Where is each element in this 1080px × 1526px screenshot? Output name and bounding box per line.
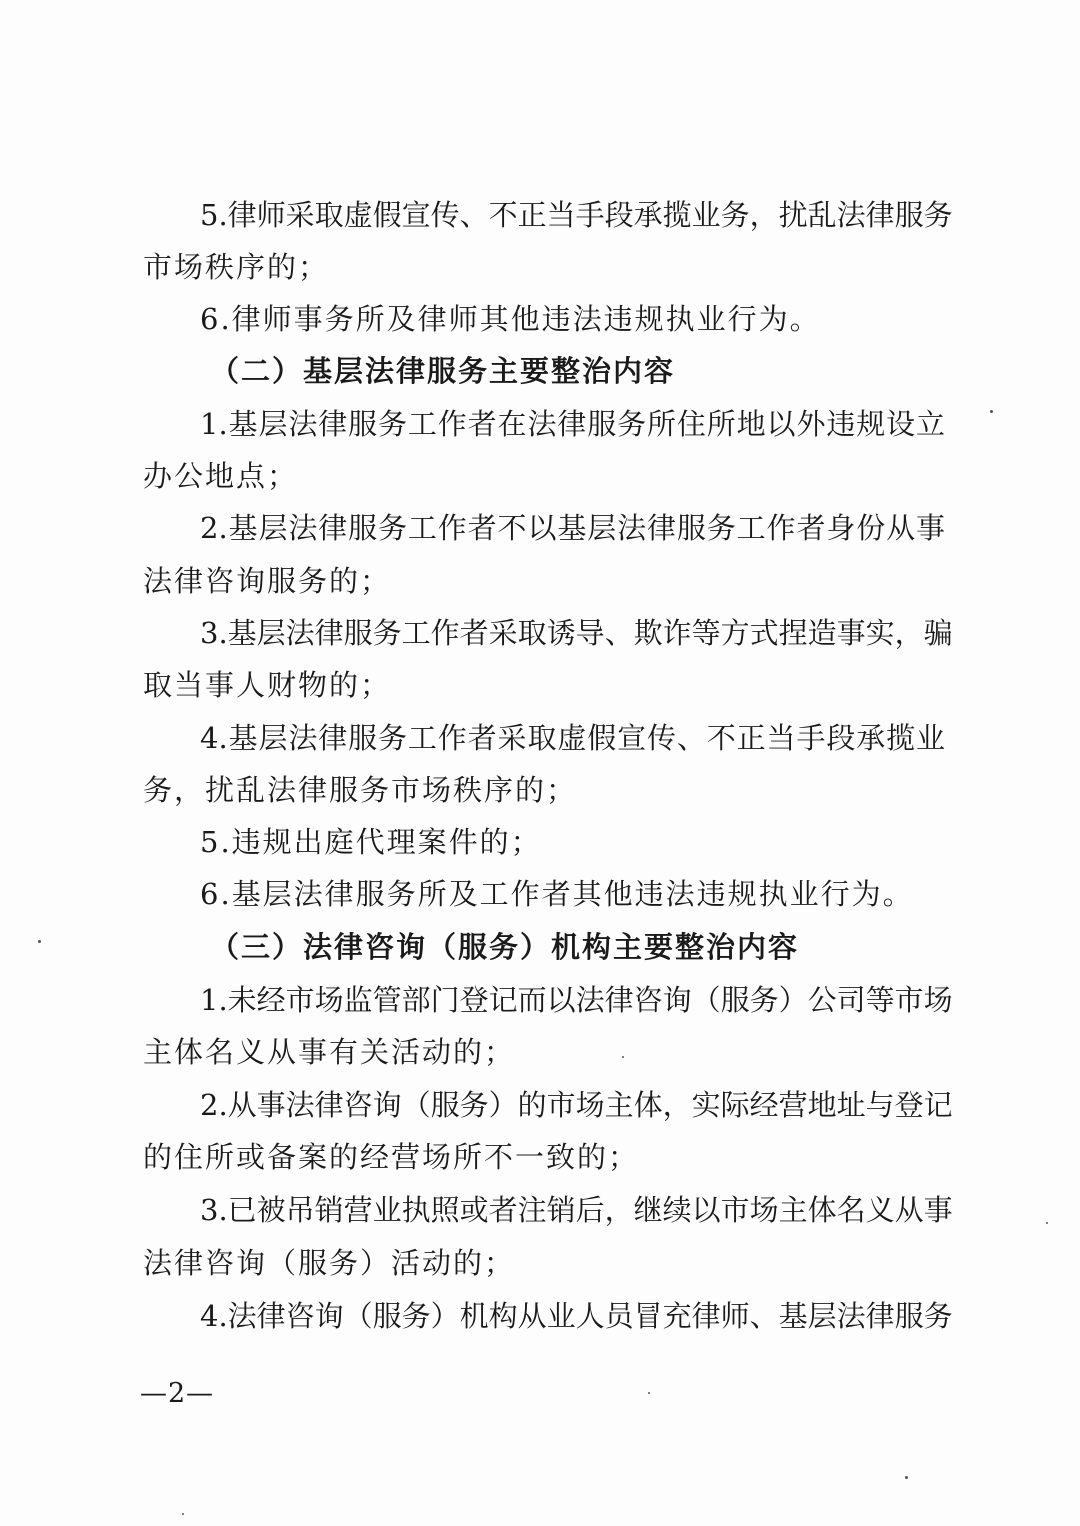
- scan-speck: [905, 1476, 908, 1479]
- scan-speck: [622, 1056, 624, 1058]
- paragraph-line: 4.法律咨询（服务）机构从业人员冒充律师、基层法律服务: [200, 1299, 953, 1333]
- paragraph-line: 取当事人财物的；: [143, 668, 392, 702]
- scan-speck: [38, 940, 41, 943]
- scan-speck: [1046, 1222, 1048, 1224]
- paragraph-line: 1.基层法律服务工作者在法律服务所住所地以外违规设立: [200, 407, 945, 441]
- paragraph-line: 法律咨询（服务）活动的；: [143, 1246, 516, 1280]
- paragraph-line: 3.已被吊销营业执照或者注销后，继续以市场主体名义从事: [200, 1193, 953, 1227]
- scan-speck: [990, 410, 993, 413]
- page-number: —2—: [140, 1378, 215, 1409]
- scan-speck: [182, 1513, 184, 1515]
- paragraph-line: 的住所或备案的经营场所不一致的；: [143, 1140, 640, 1174]
- paragraph-line: 市场秩序的；: [143, 250, 330, 284]
- paragraph-line: 5.违规出庭代理案件的；: [200, 825, 542, 859]
- paragraph-line: 5.律师采取虚假宣传、不正当手段承揽业务，扰乱法律服务: [200, 198, 953, 232]
- paragraph-line: 2.基层法律服务工作者不以基层法律服务工作者身份从事: [200, 511, 945, 545]
- paragraph-line: 务，扰乱法律服务市场秩序的；: [143, 773, 578, 807]
- paragraph-line: 1.未经市场监管部门登记而以法律咨询（服务）公司等市场: [200, 983, 953, 1017]
- section-heading: （三）法律咨询（服务）机构主要整治内容: [210, 930, 800, 964]
- scan-speck: [648, 1392, 650, 1394]
- paragraph-line: 办公地点；: [143, 459, 299, 493]
- paragraph-line: 主体名义从事有关活动的；: [143, 1035, 516, 1069]
- paragraph-line: 4.基层法律服务工作者采取虚假宣传、不正当手段承揽业: [200, 721, 945, 755]
- section-heading: （二）基层法律服务主要整治内容: [210, 354, 676, 388]
- paragraph-line: 6.律师事务所及律师其他违法违规执业行为。: [200, 302, 821, 336]
- paragraph-line: 6.基层法律服务所及工作者其他违法违规执业行为。: [200, 877, 914, 911]
- paragraph-line: 法律咨询服务的；: [143, 564, 392, 598]
- paragraph-line: 2.从事法律咨询（服务）的市场主体，实际经营地址与登记: [200, 1088, 953, 1122]
- paragraph-line: 3.基层法律服务工作者采取诱导、欺诈等方式捏造事实，骗: [200, 616, 953, 650]
